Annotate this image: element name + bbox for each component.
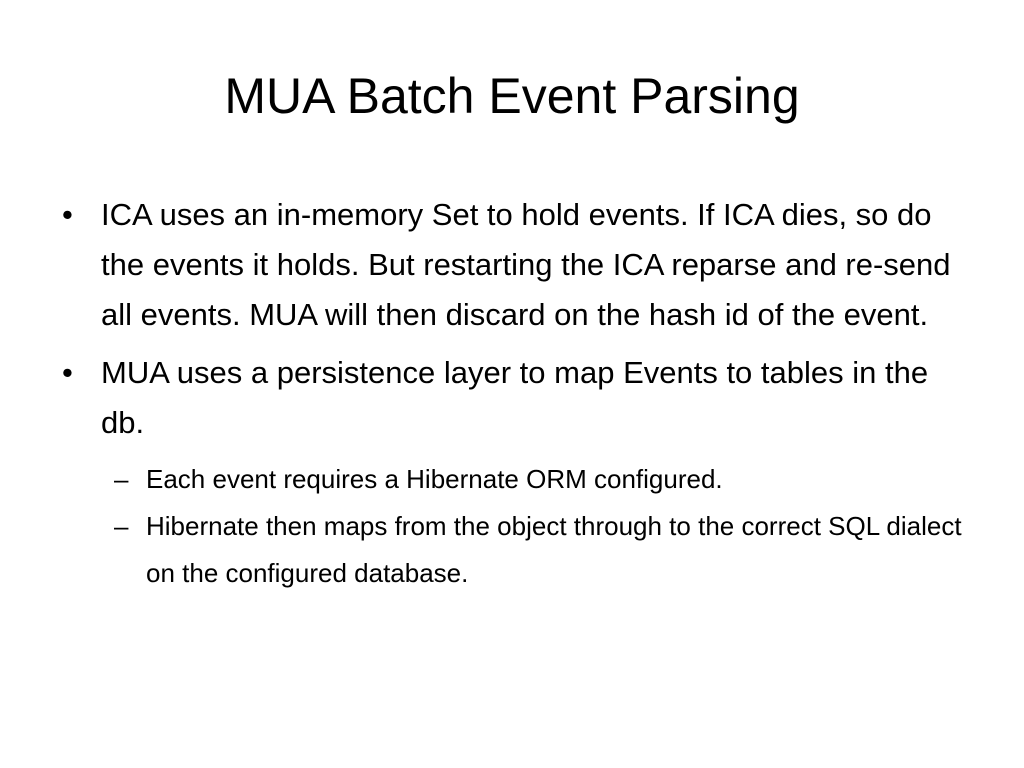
sub-bullet-text: Hibernate then maps from the object through to the correct SQL dialect on the configured database.: [146, 511, 962, 588]
sub-bullet-marker: –: [114, 511, 129, 541]
bullet-item: [56, 348, 966, 448]
bullet-item: [56, 190, 966, 340]
slide-body: [56, 190, 966, 597]
bullet-marker: •: [62, 355, 73, 390]
slide-title: MUA Batch Event Parsing: [224, 68, 800, 124]
bullet-text: MUA uses a persistence layer to map Events to tables in the db.: [101, 355, 929, 440]
bullet-marker: •: [62, 197, 73, 232]
sub-bullet-text: Each event requires a Hibernate ORM configured.: [146, 464, 723, 494]
bullet-text: ICA uses an in-memory Set to hold events. If ICA dies, so do the events it holds. But restarting the ICA reparse and re-send all events. MUA will then discard on the hash id of the event.: [101, 197, 951, 332]
sub-bullet-item: [56, 456, 966, 503]
sub-bullet-item: [56, 503, 966, 597]
sub-bullet-marker: –: [114, 464, 129, 494]
